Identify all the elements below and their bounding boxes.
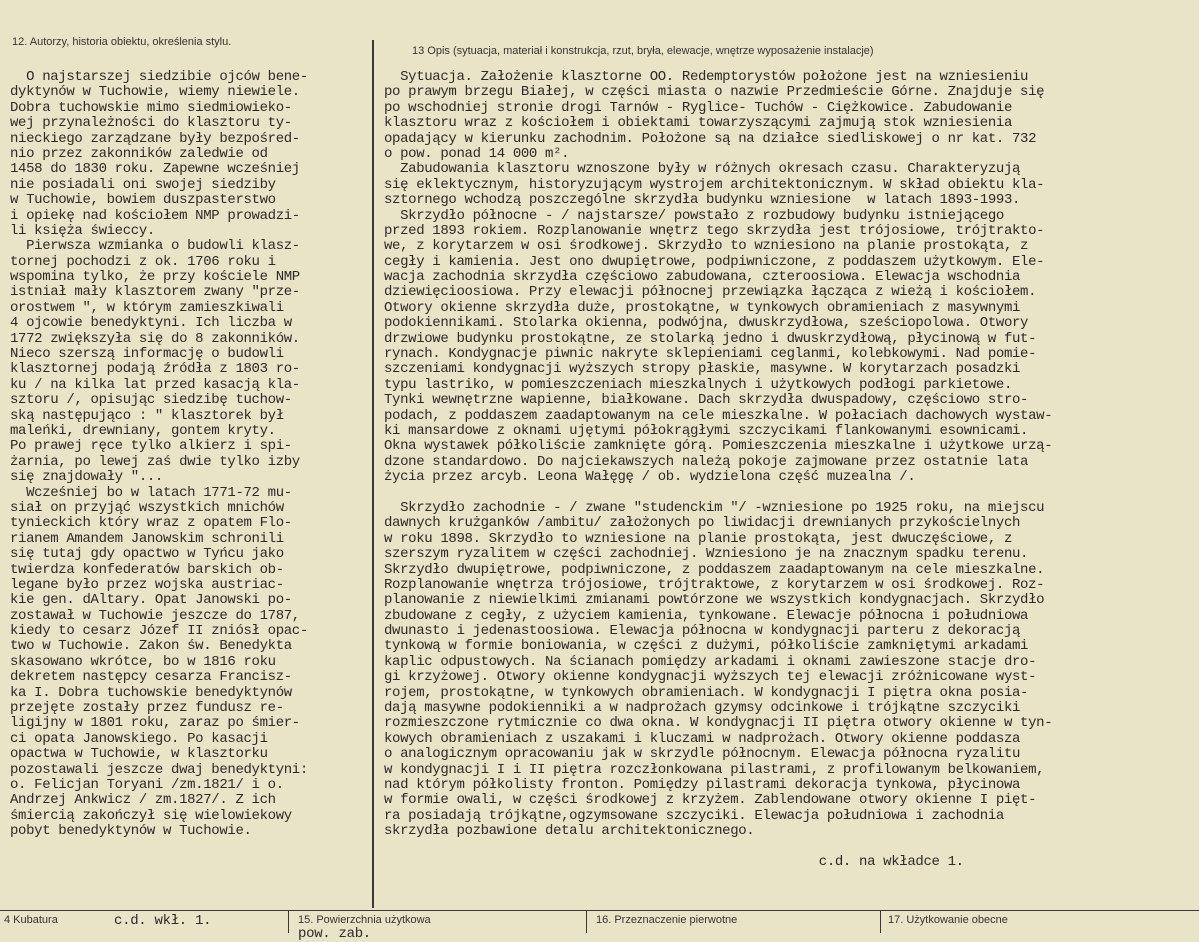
text-line: dyktynów w Tuchowie, wiemy niewiele. [10,85,300,101]
text-line: Nieco szerszą informację o budowli [10,347,284,363]
text-line: kiedy to cesarz Józef II zniósł opac- [10,624,308,640]
text-line: w kondygnacji I i II piętra rozczłonkowana pilastrami, z profilowanym belkowaniem, [384,762,1045,778]
text-line: się tutaj gdy opactwo w Tyńcu jako [10,547,284,563]
text-line: planowanie z niewielkimi zmianami powtórzone we wszystkich kondygnacjach. Skrzydło [384,593,1045,609]
text-line: przejęte zostały przez fundusz re- [10,701,284,717]
text-line: kaplic odpustowych. Na ścianach pomiędzy arkadami i oknami zawieszone stacje dro- [384,654,1037,670]
text-line: ską następująco : " klasztorek był [10,408,284,424]
text-line: Andrzej Ankwicz / zm.1827/. Z ich [10,793,276,809]
text-line: ka I. Dobra tuchowskie benedyktynów [10,685,292,701]
text-line: rynach. Kondygnacje piwnic nakryte sklepieniami ceglanmi, kolebkowymi. Nad pomie- [384,347,1037,363]
text-line: klasztoru wraz z kościołem i obiektami towarzyszącymi zajmują stok wzniesienia [384,116,1013,132]
description-text [384,70,1199,870]
text-line: o. Felicjan Toryani /zm.1821/ i o. [10,777,284,793]
text-line: kie gen. dAltary. Opat Janowski po- [10,593,292,609]
text-line: rozmieszczone rytmicznie co dwa okna. W kondygnacji II piętra otwory okienne w tyn- [384,716,1053,732]
text-line: typu lastriko, w pomieszczeniach mieszkalnych i użytkowych podłogi parkietowe. [384,377,1013,393]
text-line: twierdza konfederatów barskich ob- [10,562,284,578]
text-line: o analogicznym opracowaniu jak w skrzydle północnym. Elewacja północna ryzalitu [384,747,1021,763]
text-line: 1458 do 1830 roku. Zapewne wcześniej [10,162,300,178]
text-line: Po prawej ręce tylko alkierz i spi- [10,439,292,455]
text-line: pozostawali jeszcze dwaj benedyktyni: [10,762,308,778]
text-line: dzone standardowo. Do najciekawszych należą pokoje zajmowane przez ostatnie lata [384,454,1029,470]
text-line: Rozplanowanie wnętrza trójosiowe, trójtraktowe, z korytarzem w osi środkowej. Roz- [384,577,1045,593]
text-line: dwunasto i jedenastoosiowa. Elewacja północna w kondygnacji parteru z dekoracją [384,624,1021,640]
text-line: szczeniami kondygnacji wyższych stropy płaskie, masywne. W korytarzach posadzki [384,362,1021,378]
text-line: Skrzydło północne - / najstarsze/ powstało z rozbudowy budynku istniejącego [384,208,1004,224]
text-line: się eklektycznym, historyzującym wystrojem architektonicznym. W skład obiektu kla- [384,177,1045,193]
text-line: nieckiego zarządzane były bezpośred- [10,131,300,147]
footer-rule [0,910,1199,911]
text-line: maleńki, drewniany, gontem kryty. [10,423,276,439]
text-line: w Tuchowie, bowiem duszpasterstwo [10,193,276,209]
text-line: dawnych krużganków /ambitu/ założonych po liwidacji drewnianych przykościelnych [384,516,1021,532]
text-line: pobyt benedyktynów w Tuchowie. [10,824,252,840]
text-line: podach, z poddaszem zaadaptowanym na cele mieszkalne. W połaciach dachowych wystaw- [384,408,1053,424]
powierzchnia-label: 15. Powierzchnia użytkowa [298,914,431,926]
text-line: zostawał w Tuchowie jeszcze do 1787, [10,608,300,624]
text-line: dziewięcioosiowa. Przy elewacji północnej przewiązka łącząca z wieżą i kościołem. [384,285,1037,301]
text-line: Wcześniej bo w latach 1771-72 mu- [10,485,292,501]
text-line: two w Tuchowie. Zakon św. Benedykta [10,639,292,655]
text-line: li księża świeccy. [10,223,155,239]
text-line: legane było przez wojska austriac- [10,577,284,593]
text-line: klasztornej podają źródła z 1803 ro- [10,362,300,378]
text-line: tynieckich który wraz z opatem Flo- [10,516,292,532]
text-line: dają masywne podokienniki a w nadprożach gzymsy odcinkowe i trójkątne szczyciki [384,701,1021,717]
text-line: kowych obramieniach z uszakami i kluczami w nadprożach. Otwory okienne poddasza [384,731,1021,747]
text-line: Otwory okienne skrzydła duże, prostokątne, w tynkowych obramieniach z masywnymi [384,300,1021,316]
text-line: orostwem ", w którym zamieszkiwali [10,300,284,316]
text-line: 4 ojcowie benedyktyni. Ich liczba w [10,316,292,332]
uzytkowanie-label: 17. Użytkowanie obecne [888,914,1008,926]
text-line: c.d. na wkładce 1. [384,854,964,870]
text-line: ligijny w 1801 roku, zaraz po śmier- [10,716,300,732]
przeznaczenie-label: 16. Przeznaczenie pierwotne [596,914,738,926]
text-line: Dobra tuchowskie mimo siedmiowieko- [10,100,292,116]
text-line [384,486,1199,501]
text-line: O najstarszej siedzibie ojców bene- [10,70,308,85]
text-line: tornej pochodzi z ok. 1706 roku i [10,254,276,270]
text-line: nad którym półkolisty fronton. Pomiędzy pilastrami dekoracja tynkowa, płycinowa [384,777,1021,793]
text-line: ra posiadają trójkątne,ogzymsowane szczyciki. Elewacja południowa i zachodnia [384,808,1004,824]
kubatura-value: c.d. wkł. 1. [114,913,212,929]
footer-divider-1 [288,910,289,933]
text-line: Skrzydło zachodnie - / zwane "studenckim "/ -wzniesione po 1925 roku, na miejscu [384,500,1045,516]
kubatura-label: 4 Kubatura [4,914,58,926]
text-line: Sytuacja. Założenie klasztorne OO. Redemptorystów położone jest na wzniesieniu [384,70,1029,85]
footer-divider-3 [880,910,881,933]
text-line: w roku 1898. Skrzydło to wzniesione na planie prostokąta, jest dwuczęściowe, z [384,531,1013,547]
text-line: życia przez arcyb. Leona Wałęgę / ob. wydzielona część muzealna /. [384,470,916,486]
text-line: po wschodniej stronie drogi Tarnów - Ryglice- Tuchów - Ciężkowice. Zabudowanie [384,100,1013,116]
text-line: o pow. ponad 14 000 m². [384,146,570,162]
text-line: cegły i kamienia. Jest ono dwupiętrowe, podpiwniczone, z poddaszem użytkowym. Ele- [384,254,1045,270]
text-line: zbudowane z cegły, z użyciem kamienia, tynkowane. Elewacje północna i południowa [384,608,1029,624]
text-line: sztoru /, opisując siedzibę tuchow- [10,393,292,409]
text-line: podokiennikami. Stolarka okienna, podwójna, dwuskrzydłowa, sześciopolowa. Otwory [384,316,1029,332]
section-13-heading: 13 Opis (sytuacja, materiał i konstrukcja, rzut, bryła, elewacje, wnętrze wyposażenie instalacje) [412,45,874,57]
text-line: rianem Amandem Janowskim schronili [10,531,284,547]
text-line: się znajdowały "... [10,470,163,486]
text-line: w formie owali, w części środkowej z krzyżem. Zablendowane otwory okienne I pięt- [384,793,1037,809]
text-line: sztornego wchodzą poszczególne skrzydła budynku wzniesione w latach 1893-1993. [384,193,1021,209]
text-line: siał on przyjąć wszystkich mnichów [10,500,284,516]
text-line: nie posiadali oni swojej siedziby [10,177,276,193]
section-12-heading: 12. Autorzy, historia obiektu, określenia stylu. [12,36,232,48]
history-text [10,70,378,840]
text-line: tynkową w formie boniowania, w części z dużymi, półkoliście zamkniętymi arkadami [384,639,1029,655]
text-line: Tynki wewnętrzne wapienne, białkowane. Dach skrzydła dwuspadowy, częściowo stro- [384,393,1029,409]
text-line: skrzydła pozbawione detalu architektonicznego. [384,824,755,840]
text-line: śmiercią zakończył się wielowiekowy [10,808,292,824]
text-line: rojem, prostokątne, w tynkowych obramieniach. W kondygnacji I piętra okna posia- [384,685,1029,701]
text-line: opactwa w Tuchowie, w klasztorku [10,747,268,763]
text-line: Zabudowania klasztoru wznoszone były w różnych okresach czasu. Charakteryzują [384,162,1021,178]
text-line: Skrzydło dwupiętrowe, podpiwniczone, z poddaszem zaadaptowanym na cele mieszkalne. [384,562,1045,578]
text-line: skasowano wkrótce, bo w 1816 roku [10,654,276,670]
text-line: opadający w kierunku zachodnim. Położone są na działce siedliskowej o nr kat. 732 [384,131,1037,147]
text-line: wspomina tylko, że przy kościele NMP [10,270,300,286]
footer-divider-2 [586,910,587,933]
text-line [384,840,1199,855]
text-line: gi krzyżowej. Otwory okienne kondygnacji wyższych tej elewacji zróżnicowane wyst- [384,670,1037,686]
text-line: wacja zachodnia skrzydła częściowo zabudowana, czteroosiowa. Elewacja wschodnia [384,270,1021,286]
text-line: we, z korytarzem w osi środkowej. Skrzydło to wzniesiono na planie prostokąta, z [384,239,1029,255]
text-line: 1772 zwiększyła się do 8 zakonników. [10,331,300,347]
text-line: szerszym ryzalitem w części zachodniej. Wzniesiono je na znacznym spadku terenu. [384,547,1029,563]
text-line: żarnia, po lewej zaś dwie tylko izby [10,454,300,470]
text-line: nio przez zakonników zaledwie od [10,146,268,162]
text-line: Okna wystawek półkoliście zamknięte górą. Pomieszczenia mieszkalne i użytkowe urzą- [384,439,1053,455]
text-line: ku / na kilka lat przed kasacją kla- [10,377,300,393]
text-line: istniał mały klasztorem zwany "prze- [10,285,300,301]
text-line: drzwiowe budynku prostokątne, ze stolarką jedno i dwuskrzydłową, płycinową w fut- [384,331,1037,347]
powierzchnia-value: pow. zab. [298,926,371,942]
text-line: po prawym brzegu Białej, w części miasta o nazwie Przedmieście Górne. Znajduje się [384,85,1045,101]
text-line: ki mansardowe z oknami ujętymi półokrągłymi szczycikami flankowanymi esownicami. [384,423,1029,439]
text-line: przed 1893 rokiem. Rozplanowanie wnętrz tego skrzydła jest trójosiowe, trójtrakto- [384,223,1045,239]
text-line: dekretem następcy cesarza Francisz- [10,670,292,686]
text-line: i opiekę nad kościołem NMP prowadzi- [10,208,300,224]
text-line: wej przynależności do klasztoru ty- [10,116,292,132]
text-line: Pierwsza wzmianka o budowli klasz- [10,239,300,255]
text-line: ci opata Janowskiego. Po kasacji [10,731,268,747]
